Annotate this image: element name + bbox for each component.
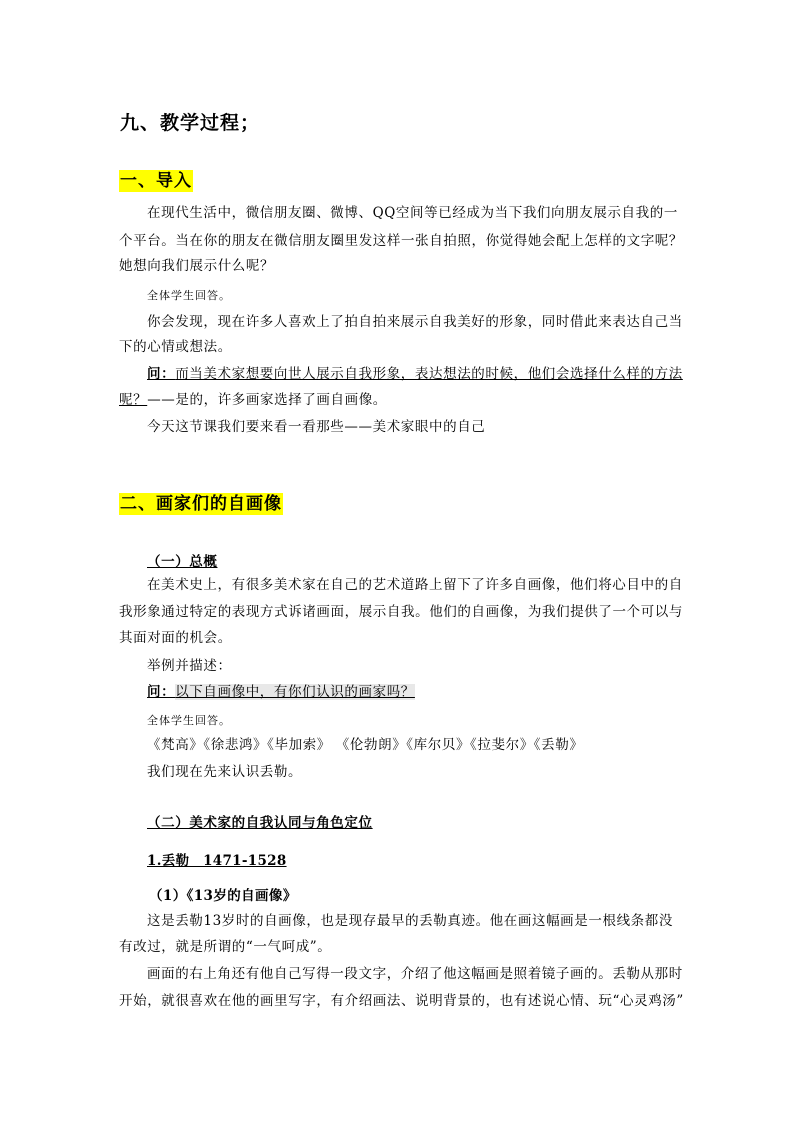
question-text: 呢？ — [119, 392, 148, 408]
question-line — [147, 684, 415, 700]
paragraph-line: 个平台。当在你的朋友在微信朋友圈里发这样一张自拍照，你觉得她会配上怎样的文字呢？ — [119, 233, 683, 249]
student-answer-note: 全体学生回答。 — [147, 289, 231, 302]
paragraph-line: 开始，就很喜欢在他的画里写字，有介绍画法、说明背景的，也有述说心情、玩“心灵鸡汤” — [119, 993, 684, 1009]
question-label: 问： — [147, 366, 176, 382]
paragraph-line: 下的心情或想法。 — [119, 339, 232, 355]
paragraph-line: 今天这节课我们要来看一看那些——美术家眼中的自己 — [147, 419, 486, 435]
question-text: 以下自画像中，有你们认识的画家吗？ — [175, 684, 415, 700]
paragraph-line: 我们现在先来认识丢勒。 — [147, 764, 303, 780]
student-answer-note: 全体学生回答。 — [147, 714, 231, 727]
answer-text: ——是的，许多画家选择了画自画像。 — [147, 392, 387, 408]
main-heading: 九、教学过程； — [120, 112, 261, 134]
highlighted-title: 一、导入 — [120, 171, 192, 191]
highlighted-title: 二、画家们的自画像 — [120, 494, 282, 514]
question-text: 而当美术家想要向世人展示自我形象，表达想法的时候，他们会选择什么样的方法 — [175, 366, 683, 382]
paragraph-line: 有改过，就是所谓的“一气呵成”。 — [119, 939, 332, 955]
paragraph-line: 在现代生活中，微信朋友圈、微博、QQ空间等已经成为当下我们向朋友展示自我的一 — [147, 205, 678, 221]
question-line — [119, 392, 387, 408]
paragraph-line: 举例并描述： — [147, 658, 232, 674]
item-durer: 1.丢勒 1471-1528 — [147, 853, 287, 869]
section-title-intro — [119, 166, 193, 191]
subheading-identity: （二）美术家的自我认同与角色定位 — [147, 815, 373, 831]
paragraph-line: 画面的右上角还有他自己写得一段文字，介绍了他这幅画是照着镜子画的。丢勒从那时 — [147, 966, 683, 982]
section-title-self-portraits — [119, 489, 283, 514]
paragraph-line: 其面对面的机会。 — [119, 630, 232, 646]
paragraph-line: 这是丢勒13岁时的自画像，也是现存最早的丢勒真迹。他在画这幅画是一根线条都没 — [147, 913, 673, 929]
subheading-overview: （一）总概 — [147, 554, 218, 570]
paragraph-line: 在美术史上，有很多美术家在自己的艺术道路上留下了许多自画像，他们将心目中的自 — [147, 577, 683, 593]
item-durer-self-portrait-13: （1）《13岁的自画像》 — [149, 888, 297, 904]
painters-list: 《梵高》《徐悲鸿》《毕加索》 《伦勃朗》《库尔贝》《拉斐尔》《丢勒》 — [147, 737, 584, 753]
question-line — [147, 366, 683, 382]
question-label: 问： — [147, 684, 176, 700]
paragraph-line: 她想向我们展示什么呢？ — [119, 258, 275, 274]
paragraph-line: 我形象通过特定的表现方式诉诸画面，展示自我。他们的自画像，为我们提供了一个可以与 — [119, 604, 683, 620]
paragraph-line: 你会发现，现在许多人喜欢上了拍自拍来展示自我美好的形象，同时借此来表达自己当 — [147, 314, 683, 330]
